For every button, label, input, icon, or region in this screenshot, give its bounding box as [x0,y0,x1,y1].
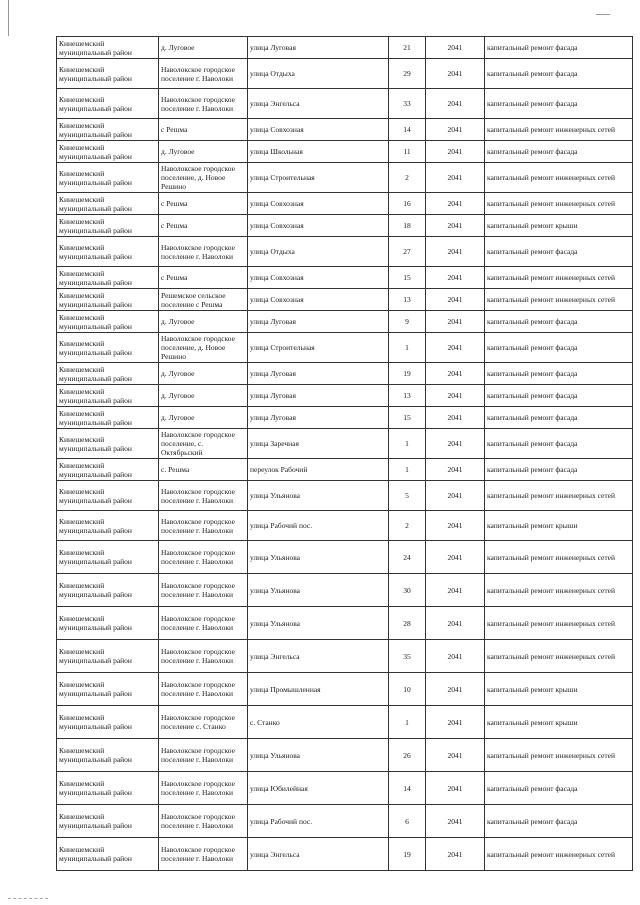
year-cell: 2041 [426,739,485,772]
street-cell: улица Строительная [248,333,389,363]
municipality-cell: Кинешемский муниципальный район [57,363,159,385]
work-type-cell: капитальный ремонт крыши [485,511,633,541]
street-cell: улица Юбилейная [248,772,389,805]
house-number-cell: 18 [389,215,426,237]
municipality-cell: Кинешемский муниципальный район [57,607,159,640]
year-cell: 2041 [426,407,485,429]
year-cell: 2041 [426,193,485,215]
table-row [57,311,633,333]
house-number-cell: 13 [389,385,426,407]
settlement-cell: д. Луговое [159,37,248,59]
year-cell: 2041 [426,163,485,193]
house-number-cell: 19 [389,838,426,871]
table-row [57,541,633,574]
street-cell: улица Луговая [248,311,389,333]
year-cell: 2041 [426,706,485,739]
municipality-cell: Кинешемский муниципальный район [57,640,159,673]
settlement-cell: Наволокское городское поселение г. Наволоки [159,511,248,541]
house-number-cell: 27 [389,237,426,267]
work-type-cell: капитальный ремонт фасада [485,459,633,481]
street-cell: улица Ульянова [248,541,389,574]
table-row [57,215,633,237]
settlement-cell: Решемское сельское поселение с Решма [159,289,248,311]
street-cell: улица Луговая [248,385,389,407]
house-number-cell: 14 [389,119,426,141]
work-type-cell: капитальный ремонт инженерных сетей [485,267,633,289]
municipality-cell: Кинешемский муниципальный район [57,407,159,429]
table-row [57,237,633,267]
house-number-cell: 5 [389,481,426,511]
street-cell: улица Энгельса [248,640,389,673]
year-cell: 2041 [426,59,485,89]
work-type-cell: капитальный ремонт инженерных сетей [485,739,633,772]
street-cell: улица Луговая [248,407,389,429]
work-type-cell: капитальный ремонт фасада [485,89,633,119]
table-row [57,838,633,871]
work-type-cell: капитальный ремонт фасада [485,333,633,363]
street-cell: улица Отдыха [248,59,389,89]
work-type-cell: капитальный ремонт фасада [485,59,633,89]
year-cell: 2041 [426,311,485,333]
street-cell: улица Рабочий пос. [248,805,389,838]
municipality-cell: Кинешемский муниципальный район [57,574,159,607]
settlement-cell: д. Луговое [159,407,248,429]
house-number-cell: 30 [389,574,426,607]
table-row [57,59,633,89]
house-number-cell: 33 [389,89,426,119]
year-cell: 2041 [426,385,485,407]
street-cell: улица Рабочий пос. [248,511,389,541]
street-cell: улица Энгельса [248,89,389,119]
table-row [57,511,633,541]
house-number-cell: 15 [389,407,426,429]
scan-footer-mark [8,898,48,899]
street-cell: улица Совхозная [248,289,389,311]
work-type-cell: капитальный ремонт фасада [485,407,633,429]
year-cell: 2041 [426,333,485,363]
settlement-cell: д. Луговое [159,311,248,333]
work-type-cell: капитальный ремонт фасада [485,237,633,267]
work-type-cell: капитальный ремонт крыши [485,215,633,237]
table-row [57,673,633,706]
house-number-cell: 6 [389,805,426,838]
year-cell: 2041 [426,89,485,119]
street-cell: улица Ульянова [248,739,389,772]
street-cell: улица Луговая [248,37,389,59]
municipality-cell: Кинешемский муниципальный район [57,237,159,267]
house-number-cell: 15 [389,267,426,289]
municipality-cell: Кинешемский муниципальный район [57,706,159,739]
table-row [57,640,633,673]
house-number-cell: 2 [389,511,426,541]
house-number-cell: 24 [389,541,426,574]
settlement-cell: Наволокское городское поселение г. Наволоки [159,541,248,574]
year-cell: 2041 [426,511,485,541]
table-row [57,805,633,838]
work-type-cell: капитальный ремонт крыши [485,673,633,706]
work-type-cell: капитальный ремонт инженерных сетей [485,838,633,871]
municipality-cell: Кинешемский муниципальный район [57,385,159,407]
work-type-cell: капитальный ремонт крыши [485,706,633,739]
settlement-cell: Наволокское городское поселение г. Наволоки [159,481,248,511]
work-type-cell: капитальный ремонт фасада [485,141,633,163]
table-row [57,267,633,289]
settlement-cell: Наволокское городское поселение г. Наволоки [159,673,248,706]
work-type-cell: капитальный ремонт фасада [485,805,633,838]
street-cell: улица Ульянова [248,481,389,511]
year-cell: 2041 [426,289,485,311]
house-number-cell: 10 [389,673,426,706]
year-cell: 2041 [426,141,485,163]
street-cell: улица Школьная [248,141,389,163]
year-cell: 2041 [426,267,485,289]
street-cell: улица Энгельса [248,838,389,871]
house-number-cell: 9 [389,311,426,333]
municipality-cell: Кинешемский муниципальный район [57,459,159,481]
settlement-cell: Наволокское городское поселение г. Наволоки [159,838,248,871]
municipality-cell: Кинешемский муниципальный район [57,481,159,511]
house-number-cell: 29 [389,59,426,89]
work-type-cell: капитальный ремонт инженерных сетей [485,607,633,640]
year-cell: 2041 [426,237,485,267]
year-cell: 2041 [426,772,485,805]
municipality-cell: Кинешемский муниципальный район [57,141,159,163]
municipality-cell: Кинешемский муниципальный район [57,511,159,541]
municipality-cell: Кинешемский муниципальный район [57,267,159,289]
settlement-cell: Наволокское городское поселение с. Станко [159,706,248,739]
municipality-cell: Кинешемский муниципальный район [57,311,159,333]
table-row [57,574,633,607]
house-number-cell: 13 [389,289,426,311]
table-row [57,141,633,163]
house-number-cell: 16 [389,193,426,215]
table-row [57,193,633,215]
table-row [57,37,633,59]
work-type-cell: капитальный ремонт инженерных сетей [485,119,633,141]
table-row [57,333,633,363]
street-cell: улица Луговая [248,363,389,385]
table-row [57,607,633,640]
municipality-cell: Кинешемский муниципальный район [57,673,159,706]
work-type-cell: капитальный ремонт инженерных сетей [485,481,633,511]
year-cell: 2041 [426,37,485,59]
table-row [57,385,633,407]
settlement-cell: Наволокское городское поселение г. Наволоки [159,739,248,772]
street-cell: улица Строительная [248,163,389,193]
municipality-cell: Кинешемский муниципальный район [57,805,159,838]
house-number-cell: 26 [389,739,426,772]
settlement-cell: Наволокское городское поселение г. Наволоки [159,805,248,838]
work-type-cell: капитальный ремонт инженерных сетей [485,289,633,311]
table-row [57,407,633,429]
street-cell: улица Совхозная [248,193,389,215]
street-cell: улица Промышленная [248,673,389,706]
work-type-cell: капитальный ремонт фасада [485,429,633,459]
table-row [57,481,633,511]
table-row [57,706,633,739]
year-cell: 2041 [426,481,485,511]
year-cell: 2041 [426,673,485,706]
house-number-cell: 19 [389,363,426,385]
settlement-cell: Наволокское городское поселение г. Наволоки [159,574,248,607]
year-cell: 2041 [426,607,485,640]
street-cell: переулок Рабочий [248,459,389,481]
house-number-cell: 28 [389,607,426,640]
house-number-cell: 1 [389,706,426,739]
table-row [57,739,633,772]
settlement-cell: с Решма [159,119,248,141]
settlement-cell: Наволокское городское поселение, д. Новое Решино [159,163,248,193]
work-type-cell: капитальный ремонт инженерных сетей [485,640,633,673]
municipality-cell: Кинешемский муниципальный район [57,193,159,215]
settlement-cell: д. Луговое [159,141,248,163]
scan-edge-line [8,0,9,36]
settlement-cell: Наволокское городское поселение г. Наволоки [159,640,248,673]
settlement-cell: с Решма [159,267,248,289]
work-type-cell: капитальный ремонт инженерных сетей [485,193,633,215]
street-cell: улица Заречная [248,429,389,459]
table-row [57,163,633,193]
municipality-cell: Кинешемский муниципальный район [57,838,159,871]
year-cell: 2041 [426,574,485,607]
house-number-cell: 11 [389,141,426,163]
work-type-cell: капитальный ремонт инженерных сетей [485,163,633,193]
year-cell: 2041 [426,805,485,838]
work-type-cell: капитальный ремонт инженерных сетей [485,541,633,574]
year-cell: 2041 [426,459,485,481]
year-cell: 2041 [426,429,485,459]
table-row [57,363,633,385]
street-cell: улица Отдыха [248,237,389,267]
year-cell: 2041 [426,838,485,871]
house-number-cell: 14 [389,772,426,805]
house-number-cell: 2 [389,163,426,193]
year-cell: 2041 [426,215,485,237]
municipality-cell: Кинешемский муниципальный район [57,37,159,59]
municipality-cell: Кинешемский муниципальный район [57,89,159,119]
work-type-cell: капитальный ремонт инженерных сетей [485,574,633,607]
house-number-cell: 1 [389,459,426,481]
table-row [57,772,633,805]
corner-mark [596,14,610,15]
year-cell: 2041 [426,119,485,141]
year-cell: 2041 [426,640,485,673]
settlement-cell: с Решма [159,193,248,215]
municipality-cell: Кинешемский муниципальный район [57,59,159,89]
street-cell: улица Совхозная [248,267,389,289]
settlement-cell: с. Решма [159,459,248,481]
settlement-cell: Наволокское городское поселение г. Наволоки [159,607,248,640]
settlement-cell: Наволокское городское поселение, д. Новое Решино [159,333,248,363]
work-type-cell: капитальный ремонт фасада [485,772,633,805]
table-row [57,119,633,141]
house-number-cell: 1 [389,333,426,363]
municipality-cell: Кинешемский муниципальный район [57,289,159,311]
table-row [57,89,633,119]
settlement-cell: с Решма [159,215,248,237]
municipality-cell: Кинешемский муниципальный район [57,119,159,141]
work-type-cell: капитальный ремонт фасада [485,311,633,333]
street-cell: улица Ульянова [248,574,389,607]
settlement-cell: д. Луговое [159,363,248,385]
street-cell: улица Совхозная [248,119,389,141]
table-row [57,289,633,311]
street-cell: улица Ульянова [248,607,389,640]
municipality-cell: Кинешемский муниципальный район [57,163,159,193]
work-type-cell: капитальный ремонт фасада [485,385,633,407]
settlement-cell: Наволокское городское поселение г. Наволоки [159,89,248,119]
house-number-cell: 1 [389,429,426,459]
year-cell: 2041 [426,541,485,574]
municipality-cell: Кинешемский муниципальный район [57,333,159,363]
municipality-cell: Кинешемский муниципальный район [57,772,159,805]
table-row [57,459,633,481]
municipality-cell: Кинешемский муниципальный район [57,429,159,459]
settlement-cell: Наволокское городское поселение г. Наволоки [159,772,248,805]
street-cell: с. Станко [248,706,389,739]
table-row [57,429,633,459]
work-type-cell: капитальный ремонт фасада [485,363,633,385]
street-cell: улица Совхозная [248,215,389,237]
settlement-cell: Наволокское городское поселение г. Наволоки [159,237,248,267]
municipality-cell: Кинешемский муниципальный район [57,739,159,772]
capital-repair-table [56,36,633,871]
municipality-cell: Кинешемский муниципальный район [57,215,159,237]
year-cell: 2041 [426,363,485,385]
settlement-cell: Наволокское городское поселение г. Наволоки [159,59,248,89]
settlement-cell: Наволокское городское поселение, с. Октябрьский [159,429,248,459]
settlement-cell: д. Луговое [159,385,248,407]
municipality-cell: Кинешемский муниципальный район [57,541,159,574]
work-type-cell: капитальный ремонт фасада [485,37,633,59]
house-number-cell: 21 [389,37,426,59]
house-number-cell: 35 [389,640,426,673]
